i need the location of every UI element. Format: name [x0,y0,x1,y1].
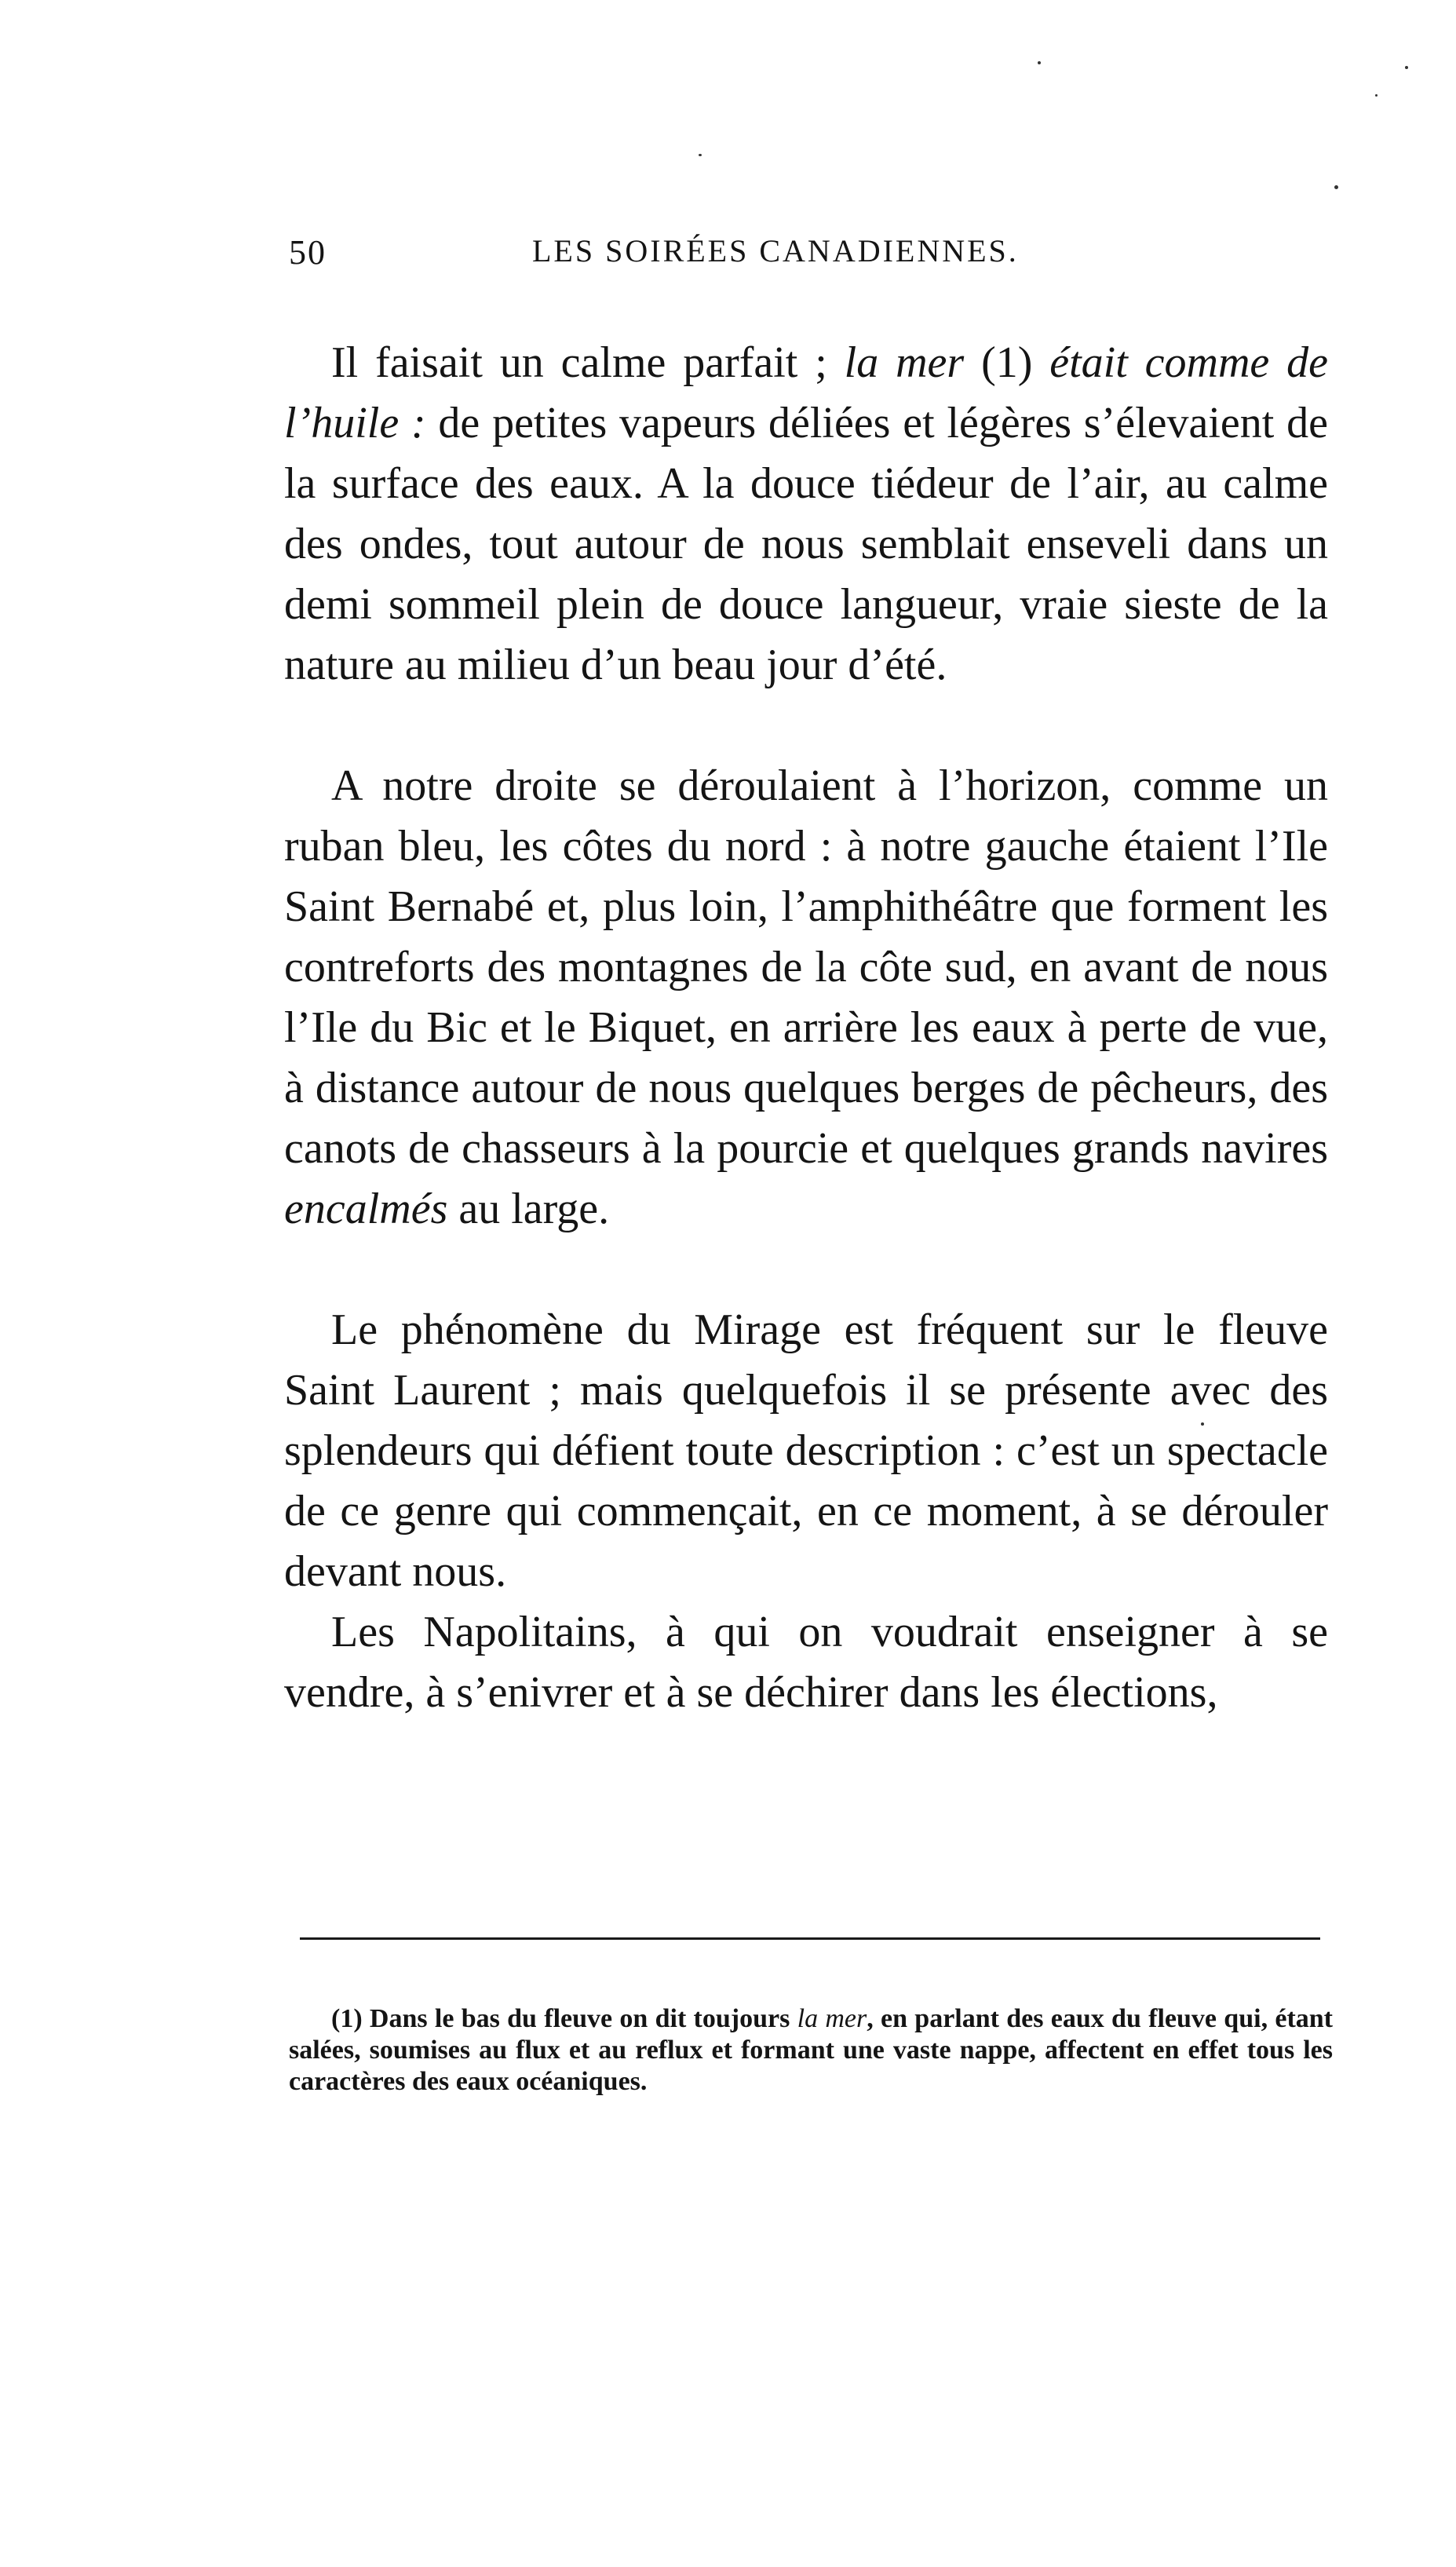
paragraph-calm-sea: Il faisait un calme parfait ; la mer (1) était comme de l’huile : de petites vapeurs déliées et légères s’élevaient de la surface des eaux. A la douce tiédeur de l’air, au calme des ondes, tout autour de nous semblait enseveli dans un demi sommeil plein de douce langueur, vraie sieste de la nature au milieu d’un beau jour d’été. [284,338,1329,689]
italic-phrase: était comme de l’huile : [284,338,1329,447]
scan-speck [1334,185,1338,189]
scan-speck [699,154,702,156]
scan-speck [1038,61,1041,64]
italic-word: encalmés [284,1185,448,1233]
page-number: 50 [289,233,327,272]
footnote-rule [300,1937,1320,1940]
paragraph-mirage: Le phénomène du Mirage est fréquent sur le fleuve Saint Laurent ; mais quelquefois il se présente avec des splendeurs qui défient toute description : c’est un spectacle de ce genre qui commençait, en ce moment, à se dérouler devant nous. [284,1305,1328,1596]
scan-speck [1375,94,1378,97]
footnote-italic: la mer [797,2004,867,2033]
scan-speck [1405,66,1408,69]
footnote: (1) Dans le bas du fleuve on dit toujours la mer, en parlant des eaux du fleuve qui, étant salées, soumises au flux et au reflux et formant une vaste nappe, affectent en effet tous les caractères des eaux océaniques. [289,2004,1333,2096]
running-head [283,232,1319,287]
paragraph-napolitains: Les Napolitains, à qui on voudrait enseigner à se vendre, à s’enivrer et à se déchirer dans les élections, [284,1608,1328,1717]
body-text [284,333,1328,1723]
running-title: LES SOIRÉES CANADIENNES. [532,233,1019,268]
italic-phrase: la mer [844,338,965,387]
paragraph-horizon: A notre droite se déroulaient à l’horizon, comme un ruban bleu, les côtes du nord : à notre gauche étaient l’Ile Saint Bernabé et, plus loin, l’amphithéâtre que forment les contreforts des montagnes de la côte sud, en avant de nous l’Ile du Bic et le Biquet, en arrière les eaux à perte de vue, à distance autour de nous quelques berges de pêcheurs, des canots de chasseurs à la pourcie et quelques grands navires encalmés au large. [284,761,1328,1233]
